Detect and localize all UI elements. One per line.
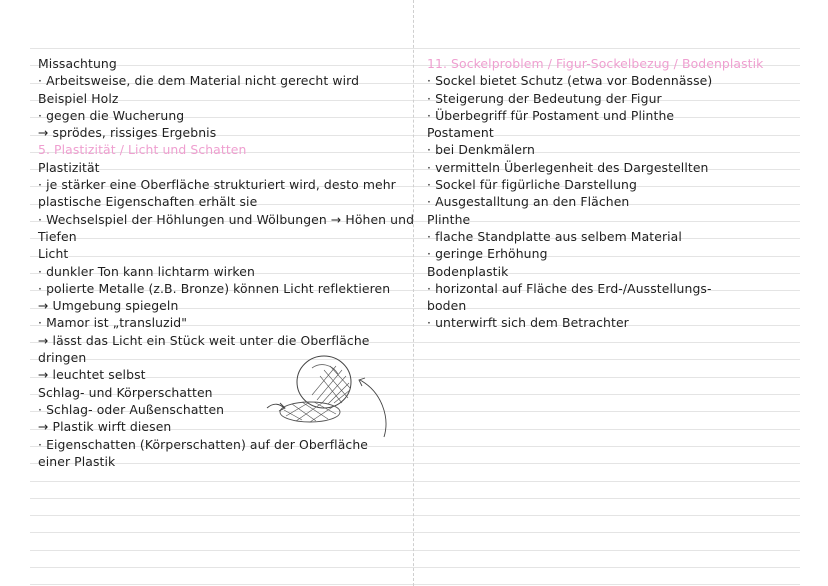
note-line: · Mamor ist „transluzid" bbox=[38, 315, 188, 331]
note-line: · unterwirft sich dem Betrachter bbox=[427, 315, 629, 331]
note-line: boden bbox=[427, 298, 467, 314]
note-line: · je stärker eine Oberfläche strukturiert wird, desto mehr bbox=[38, 177, 396, 193]
note-line: einer Plastik bbox=[38, 453, 116, 469]
note-line: · horizontal auf Fläche des Erd-/Ausstellungs- bbox=[427, 280, 712, 296]
note-line: · Eigenschatten (Körperschatten) auf der Oberfläche bbox=[38, 436, 369, 452]
note-line: · gegen die Wucherung bbox=[38, 107, 185, 123]
note-line: Beispiel Holz bbox=[38, 90, 119, 106]
note-line: · vermitteln Überlegenheit des Dargestellten bbox=[427, 159, 709, 175]
note-line: · geringe Erhöhung bbox=[427, 246, 548, 262]
note-line: · Überbegriff für Postament und Plinthe bbox=[427, 107, 675, 123]
ruled-line bbox=[30, 498, 800, 499]
note-line: dringen bbox=[38, 350, 87, 366]
note-line: · Wechselspiel der Höhlungen und Wölbungen → Höhen und bbox=[38, 211, 415, 227]
note-line: plastische Eigenschaften erhält sie bbox=[38, 194, 258, 210]
note-line: → lässt das Licht ein Stück weit unter die Oberfläche bbox=[38, 332, 370, 348]
note-line: · flache Standplatte aus selbem Material bbox=[427, 228, 682, 244]
center-divider bbox=[413, 0, 414, 586]
right-column bbox=[427, 55, 799, 332]
ruled-line bbox=[30, 515, 800, 516]
note-line: · Sockel für figürliche Darstellung bbox=[427, 177, 637, 193]
note-line: Postament bbox=[427, 125, 494, 141]
note-line: Bodenplastik bbox=[427, 263, 509, 279]
ruled-line bbox=[30, 48, 800, 49]
note-line: · polierte Metalle (z.B. Bronze) können Licht reflektieren bbox=[38, 280, 391, 296]
note-line: Tiefen bbox=[38, 228, 77, 244]
note-line: · bei Denkmälern bbox=[427, 142, 535, 158]
ruled-line bbox=[30, 584, 800, 585]
note-line: · Schlag- oder Außenschatten bbox=[38, 401, 225, 417]
note-line: · Steigerung der Bedeutung der Figur bbox=[427, 90, 662, 106]
shadow-sketch-icon bbox=[262, 340, 412, 450]
note-line: Schlag- und Körperschatten bbox=[38, 384, 213, 400]
note-line: Missachtung bbox=[38, 56, 117, 71]
ruled-line bbox=[30, 550, 800, 551]
note-line: Licht bbox=[38, 246, 69, 262]
ruled-line bbox=[30, 567, 800, 568]
ruled-line bbox=[30, 481, 800, 482]
note-line: · dunkler Ton kann lichtarm wirken bbox=[38, 263, 255, 279]
note-line: → leuchtet selbst bbox=[38, 367, 146, 383]
note-line: Plinthe bbox=[427, 211, 471, 227]
note-line: → sprödes, rissiges Ergebnis bbox=[38, 125, 217, 141]
note-line: · Sockel bietet Schutz (etwa vor Bodennässe) bbox=[427, 73, 713, 89]
note-line: · Ausgestalltung an den Flächen bbox=[427, 194, 630, 210]
note-line: → Plastik wirft diesen bbox=[38, 419, 172, 435]
note-line: Plastizität bbox=[38, 159, 100, 175]
section-heading: 11. Sockelproblem / Figur-Sockelbezug / Bodenplastik bbox=[427, 56, 764, 71]
ruled-line bbox=[30, 532, 800, 533]
note-line: → Umgebung spiegeln bbox=[38, 298, 179, 314]
note-line: · Arbeitsweise, die dem Material nicht gerecht wird bbox=[38, 73, 360, 89]
section-heading: 5. Plastizität / Licht und Schatten bbox=[38, 142, 247, 158]
